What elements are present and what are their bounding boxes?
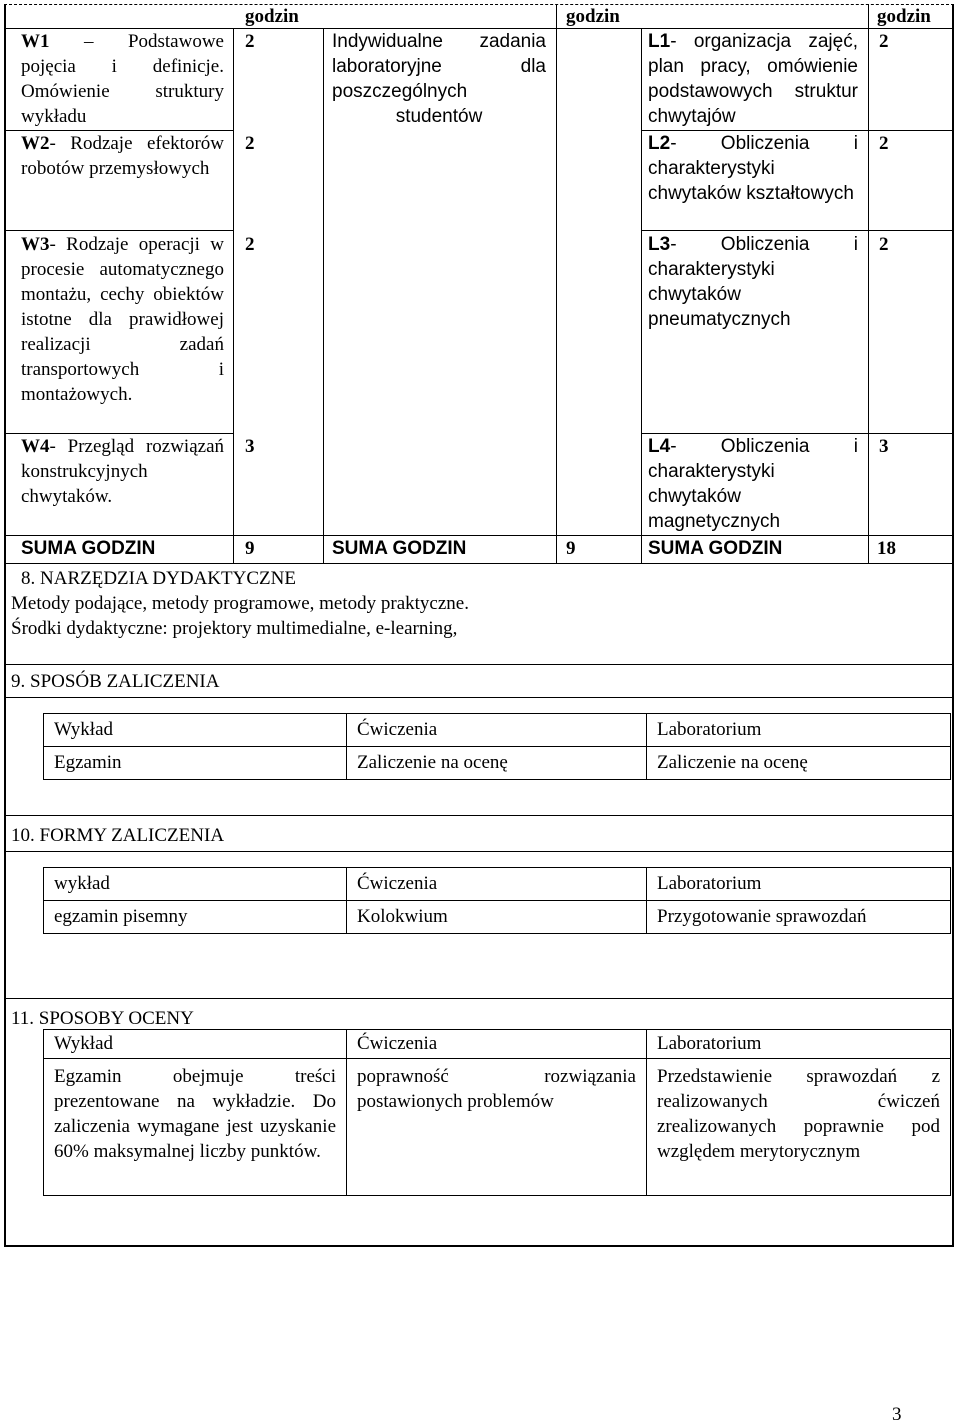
lab-topic-l1: L1- organizacja zajęć, plan pracy, omówienie podstawowych struktur chwytajów (648, 31, 858, 127)
s11-head-exercises: Ćwiczenia (347, 1030, 647, 1059)
grading-method-table (43, 713, 951, 780)
s11-lab-value: Przedstawienie sprawozdań z realizowanych ćwiczeń zrealizowanych poprawnie pod względem merytorycznym (647, 1059, 951, 1196)
lecture-hours-w3: 2 (245, 234, 255, 255)
s11-exercises-value: poprawność rozwiązania postawionych problemów (347, 1059, 647, 1196)
lab-topic-l4: L4- Obliczenia i charakterystyki chwytaków magnetycznych (648, 436, 858, 532)
lab-hours-l2: 2 (879, 133, 889, 154)
s10-exercises-value: Kolokwium (347, 901, 647, 934)
section8-methods: Metody podające, metody programowe, metody praktyczne. (11, 593, 469, 614)
lecture-topic-w2: W2- Rodzaje efektorów robotów przemysłowych (21, 133, 224, 179)
page-number: 3 (892, 1404, 902, 1425)
s9-lab-value: Zaliczenie na ocenę (647, 747, 951, 780)
assessment-table (43, 1029, 951, 1196)
s9-head-exercises: Ćwiczenia (347, 714, 647, 747)
exercise-description: Indywidualne zadania laboratoryjne dla poszczególnych studentów (332, 31, 546, 127)
sum-lecture-hours: 9 (245, 538, 255, 559)
s10-lecture-value: egzamin pisemny (44, 901, 347, 934)
lecture-hours-w4: 3 (245, 436, 255, 457)
lab-topic-l3: L3- Obliczenia i charakterystyki chwytaków pneumatycznych (648, 234, 858, 330)
lab-hours-l4: 3 (879, 436, 889, 457)
lecture-topic-w3: W3- Rodzaje operacji w procesie automatycznego montażu, cechy obiektów istotne dla prawidłowej realizacji zadań transportowych i montażowych. (21, 234, 224, 405)
s9-head-lab: Laboratorium (647, 714, 951, 747)
grading-form-table (43, 867, 951, 934)
sum-label-lecture: SUMA GODZIN (21, 538, 156, 559)
s11-head-lecture: Wykład (44, 1030, 347, 1059)
lecture-hours-w2: 2 (245, 133, 255, 154)
sum-label-exercise: SUMA GODZIN (332, 538, 467, 559)
section8-heading: 8. NARZĘDZIA DYDAKTYCZNE (21, 568, 296, 589)
section10-heading: 10. FORMY ZALICZENIA (11, 825, 225, 846)
section11-heading: 11. SPOSOBY OCENY (11, 1008, 194, 1029)
lecture-topic-w4: W4- Przegląd rozwiązań konstrukcyjnych chwytaków. (21, 436, 224, 507)
s10-head-lecture: wykład (44, 868, 347, 901)
lab-hours-header: godzin (877, 6, 931, 27)
s10-lab-value: Przygotowanie sprawozdań (647, 901, 951, 934)
lab-hours-l3: 2 (879, 234, 889, 255)
sum-label-lab: SUMA GODZIN (648, 538, 783, 559)
s9-exercises-value: Zaliczenie na ocenę (347, 747, 647, 780)
s10-head-exercises: Ćwiczenia (347, 868, 647, 901)
lecture-topic-w1: W1 – Podstawowe pojęcia i definicje. Omówienie struktury wykładu (21, 31, 224, 127)
lecture-hours-w1: 2 (245, 31, 255, 52)
s10-head-lab: Laboratorium (647, 868, 951, 901)
s11-head-lab: Laboratorium (647, 1030, 951, 1059)
s9-lecture-value: Egzamin (44, 747, 347, 780)
s11-lecture-value: Egzamin obejmuje treści prezentowane na wykładzie. Do zaliczenia wymagane jest uzyskanie 60% maksymalnej liczby punktów. (44, 1059, 347, 1196)
lab-hours-l1: 2 (879, 31, 889, 52)
sum-exercise-hours: 9 (566, 538, 576, 559)
sum-lab-hours: 18 (877, 538, 896, 559)
exercise-hours-header: godzin (566, 6, 620, 27)
lecture-hours-header: godzin (245, 6, 299, 27)
lab-topic-l2: L2- Obliczenia i charakterystyki chwytaków kształtowych (648, 133, 858, 204)
s9-head-lecture: Wykład (44, 714, 347, 747)
section9-heading: 9. SPOSÓB ZALICZENIA (11, 671, 220, 692)
section8-means: Środki dydaktyczne: projektory multimedialne, e-learning, (11, 618, 458, 639)
